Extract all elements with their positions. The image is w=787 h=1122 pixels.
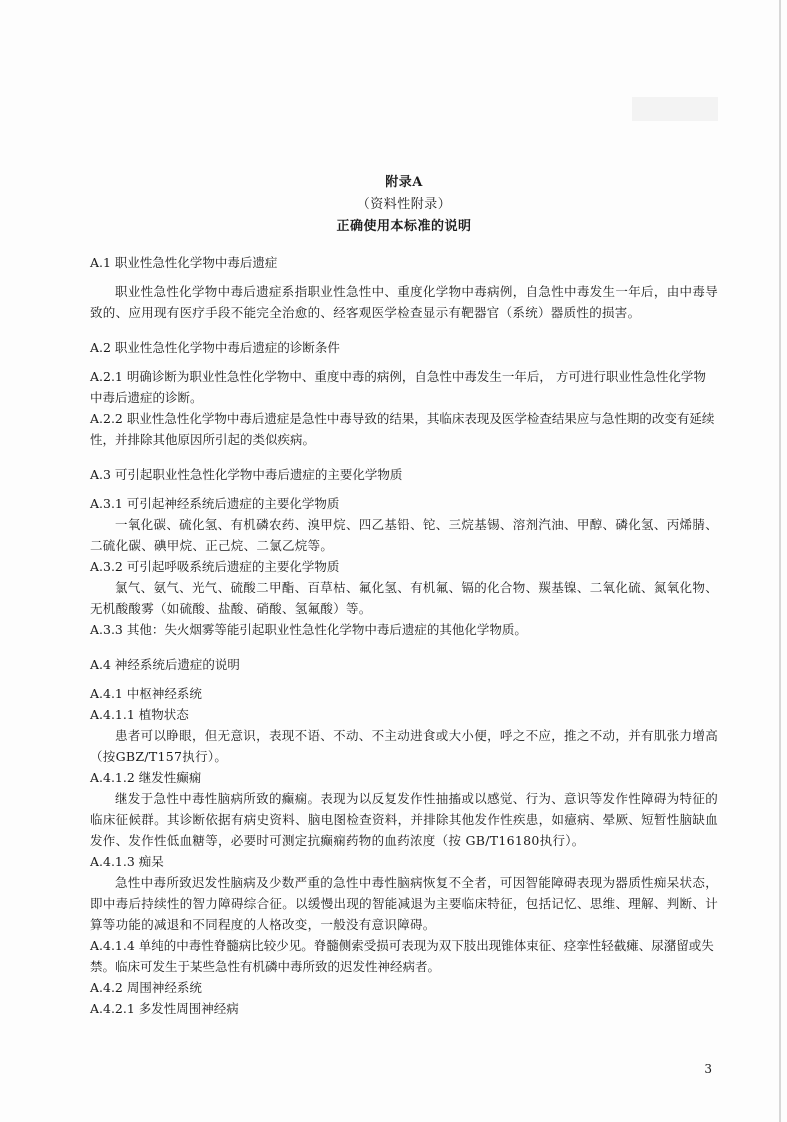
section-a411: A.4.1.1 植物状态: [90, 707, 189, 722]
section-a414: A.4.1.4 单纯的中毒性脊髓病比较少见。脊髓侧索受损可表现为双下肢出现锥体束征、痉挛性轻截瘫、尿潴留或失禁。临床可发生于某些急性有机磷中毒所致的迟发性神经病者。: [90, 938, 714, 974]
appendix-title: 正确使用本标准的说明: [336, 219, 472, 234]
section-a1-para: 职业性急性化学物中毒后遗症系指职业性急性中、重度化学物中毒病例，自急性中毒发生一年后，由中毒导致的、应用现有医疗手段不能完全治愈的、经客观医学检查显示有靶器官（系统）器质性的损害。: [90, 284, 718, 320]
section-a421: A.4.2.1 多发性周围神经病: [90, 1001, 239, 1016]
appendix-label: 附录A: [385, 175, 423, 190]
page-edge-shadow: [779, 0, 781, 1122]
section-a42: A.4.2 周围神经系统: [90, 980, 202, 995]
appendix-nature: （资料性附录）: [356, 197, 452, 212]
section-a412: A.4.1.2 继发性癫痫: [90, 770, 202, 785]
section-a413-para: 急性中毒所致迟发性脑病及少数严重的急性中毒性脑病恢复不全者，可因智能障碍表现为器质性痴呆状态，即中毒后持续性的智力障碍综合征。以缓慢出现的智能减退为主要临床特征，包括记忆、思维、理解、判断、计算等功能的减退和不同程度的人格改变，一般没有意识障碍。: [90, 875, 718, 932]
section-a21: A.2.1 明确诊断为职业性急性化学物中、重度中毒的病例，自急性中毒发生一年后， 方可进行职业性急性化学物中毒后遗症的诊断。: [90, 369, 706, 405]
section-a3-heading: A.3 可引起职业性急性化学物中毒后遗症的主要化学物质: [90, 467, 403, 482]
page-number: 3: [704, 1062, 712, 1076]
section-a32-heading: A.3.2 可引起呼吸系统后遗症的主要化学物质: [90, 559, 340, 574]
section-a2-heading: A.2 职业性急性化学物中毒后遗症的诊断条件: [90, 340, 340, 355]
page-content: [90, 172, 718, 1019]
section-a411-para: 患者可以睁眼，但无意识，表现不语、不动、不主动进食或大小便，呼之不应，推之不动，并有肌张力增高（按GBZ/T157执行）。: [90, 728, 718, 764]
section-a413: A.4.1.3 痴呆: [90, 854, 164, 869]
scan-artifact: [632, 97, 718, 121]
section-a31-para: 一氧化碳、硫化氢、有机磷农药、溴甲烷、四乙基铅、铊、三烷基锡、溶剂汽油、甲醇、磷化氢、丙烯腈、二硫化碳、碘甲烷、正己烷、二氯乙烷等。: [90, 517, 718, 553]
section-a33: A.3.3 其他：失火烟雾等能引起职业性急性化学物中毒后遗症的其他化学物质。: [90, 622, 527, 637]
section-a32-para: 氯气、氨气、光气、硫酸二甲酯、百草枯、氟化氢、有机氟、镉的化合物、羰基镍、二氧化硫、氮氧化物、无机酸酸雾（如硫酸、盐酸、硝酸、氢氟酸）等。: [90, 580, 718, 616]
section-a412-para: 继发于急性中毒性脑病所致的癫痫。表现为以反复发作性抽搐或以感觉、行为、意识等发作性障碍为特征的临床征候群。其诊断依据有病史资料、脑电图检查资料，并排除其他发作性疾患，如癔病、晕厥、短暂性脑缺血发作、发作性低血糖等，必要时可测定抗癫痫药物的血药浓度（按 GB/T16180执行）。: [90, 791, 718, 848]
section-a22: A.2.2 职业性急性化学物中毒后遗症是急性中毒导致的结果，其临床表现及医学检查结果应与急性期的改变有延续性，并排除其他原因所引起的类似疾病。: [90, 411, 715, 447]
section-a4-heading: A.4 神经系统后遗症的说明: [90, 657, 240, 672]
section-a1-heading: A.1 职业性急性化学物中毒后遗症: [90, 255, 278, 270]
section-a41: A.4.1 中枢神经系统: [90, 686, 202, 701]
section-a31-heading: A.3.1 可引起神经系统后遗症的主要化学物质: [90, 496, 340, 511]
